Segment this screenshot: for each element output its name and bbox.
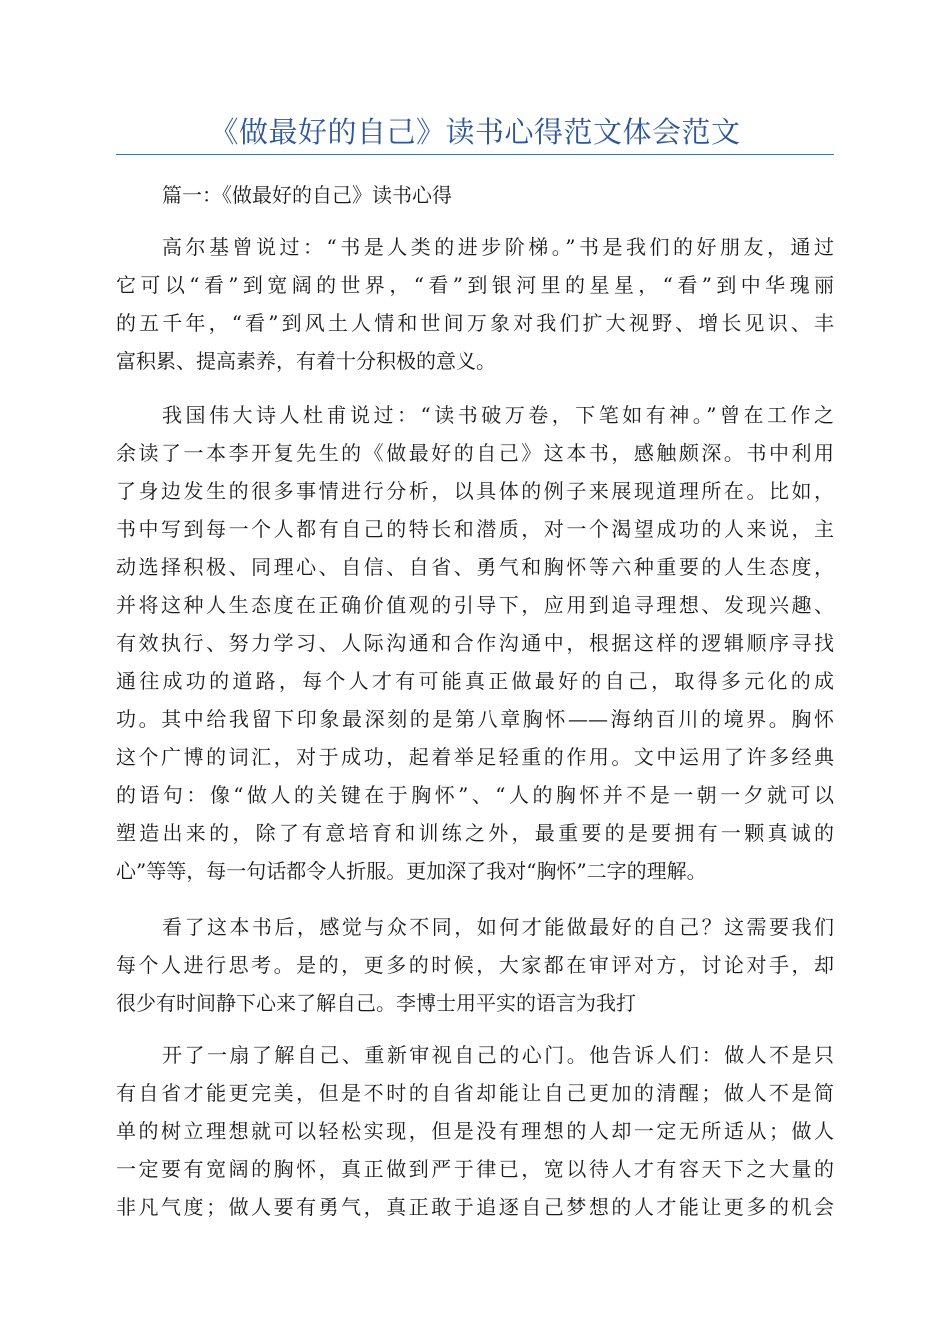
paragraph-line: 开了一扇了解自己、重新审视自己的心门。他告诉人们：做人不是只 [162, 1043, 834, 1067]
paragraph-line: 功。其中给我留下印象最深刻的是第八章胸怀——海纳百川的境界。胸怀 [116, 707, 834, 731]
paragraph-line: 高尔基曾说过：“书是人类的进步阶梯。”书是我们的好朋友，通过 [162, 235, 834, 259]
paragraph-line: 余读了一本李开复先生的《做最好的自己》这本书，感触颇深。书中利用 [116, 441, 834, 465]
paragraph-4 [116, 1036, 834, 1226]
document-title: 《做最好的自己》读书心得范文体会范文 [209, 115, 741, 149]
paragraph-line: 了身边发生的很多事情进行分析，以具体的例子来展现道理所在。比如， [116, 479, 834, 503]
title-underline [116, 154, 834, 155]
paragraph-line: 一定要有宽阔的胸怀，真正做到严于律已，宽以待人才有容天下之大量的 [116, 1157, 834, 1181]
paragraph-line: 很少有时间静下心来了解自己。李博士用平实的语言为我打 [116, 991, 636, 1015]
paragraph-line: 塑造出来的，除了有意培育和训练之外，最重要的是要拥有一颗真诚的 [116, 821, 834, 845]
paragraph-line: 的五千年，“看”到风土人情和世间万象对我们扩大视野、增长见识、丰 [116, 311, 834, 335]
paragraph-line: 有效执行、努力学习、人际沟通和合作沟通中，根据这样的逻辑顺序寻找 [116, 631, 834, 655]
paragraph-line: 富积累、提高素养，有着十分积极的意义。 [116, 349, 496, 373]
section-heading: 篇一：《做最好的自己》读书心得 [162, 183, 452, 207]
paragraph-2 [116, 396, 834, 890]
paragraph-line: 心”等等，每一句话都令人折服。更加深了我对“胸怀”二字的理解。 [116, 859, 707, 883]
paragraph-line: 它可以“看”到宽阔的世界，“看”到银河里的星星，“看”到中华瑰丽 [116, 273, 834, 297]
paragraph-line: 并将这种人生态度在正确价值观的引导下，应用到追寻理想、发现兴趣、 [116, 593, 834, 617]
paragraph-line: 看了这本书后，感觉与众不同，如何才能做最好的自己？这需要我们 [162, 915, 834, 939]
paragraph-line: 通往成功的道路，每个人才有可能真正做最好的自己，取得多元化的成 [116, 669, 834, 693]
paragraph-line: 我国伟大诗人杜甫说过：“读书破万卷，下笔如有神。”曾在工作之 [162, 403, 834, 427]
paragraph-line: 有自省才能更完美，但是不时的自省却能让自己更加的清醒；做人不是简 [116, 1081, 834, 1105]
paragraph-line: 单的树立理想就可以轻松实现，但是没有理想的人却一定无所适从；做人 [116, 1119, 834, 1143]
paragraph-line: 动选择积极、同理心、自信、自省、勇气和胸怀等六种重要的人生态度， [116, 555, 834, 579]
paragraph-line: 的语句：像“做人的关键在于胸怀”、“人的胸怀并不是一朝一夕就可以 [116, 783, 834, 807]
paragraph-line: 每个人进行思考。是的，更多的时候，大家都在审评对方，讨论对手，却 [116, 953, 834, 977]
paragraph-line: 这个广博的词汇，对于成功，起着举足轻重的作用。文中运用了许多经典 [116, 745, 834, 769]
paragraph-3 [116, 908, 834, 1022]
paragraph-line: 非凡气度；做人要有勇气，真正敢于追逐自己梦想的人才能让更多的机会 [116, 1195, 834, 1219]
paragraph-line: 书中写到每一个人都有自己的特长和潜质，对一个渴望成功的人来说，主 [116, 517, 834, 541]
paragraph-1 [116, 228, 834, 380]
